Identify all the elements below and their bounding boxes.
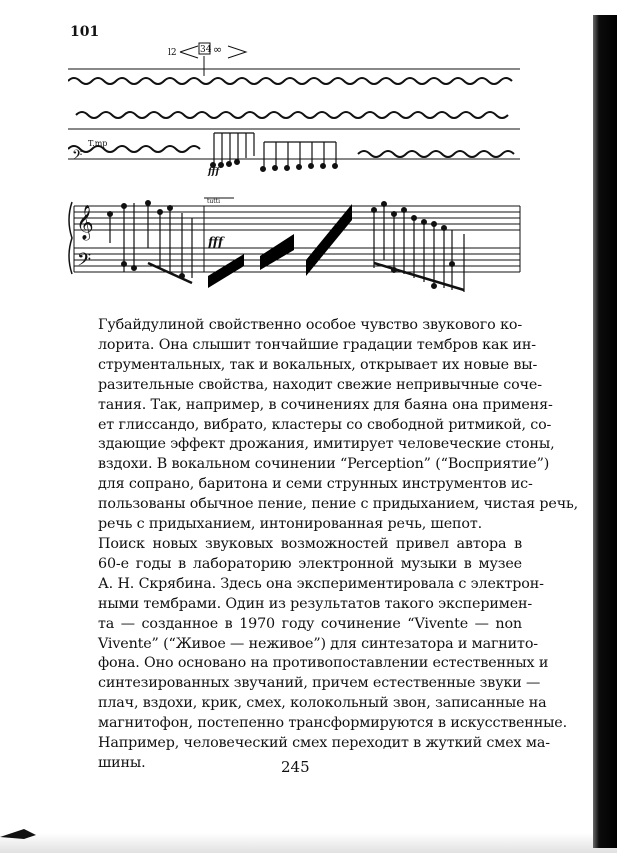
dynamic-marking: fff [208,235,224,249]
book-spine-edge [593,15,617,848]
text-line: 60-е годы в лабораторию электронной музыки в музее [98,555,522,572]
text-line: Vivente” (“Живое — неживое”) для синтезатора и магнито- [98,635,538,652]
music-score-excerpt [68,38,528,296]
page-bottom-shadow [0,833,617,853]
text-line: Губайдулиной свойственно особое чувство звукового ко- [98,317,522,333]
text-line: здающие эффект дрожания, имитирует человеческие стоны, [98,436,555,453]
glissando-blocks [208,204,352,288]
text-line: речь с придыханием, интонированная речь, шепот. [98,516,482,533]
body-text [72,316,579,774]
text-line: магнитофон, постепенно трансформируются в искусственные. [98,715,568,732]
text-line: фона. Оно основано на противопоставлении естественных и [98,655,549,672]
svg-text:34: 34 [200,45,212,55]
page-corner-mark [0,825,40,841]
text-line: Например, человеческий смех переходит в жуткий смех ма- [98,735,550,752]
running-page-number: 101 [70,24,100,40]
svg-text:l2: l2 [168,48,177,58]
text-line: синтезированных звучаний, причем естественные звуки — [98,675,541,692]
bass-clef-glyph: 𝄢 [72,147,83,166]
svg-text:∞: ∞ [213,43,223,56]
svg-text:𝄢: 𝄢 [77,250,92,275]
wavy-line [68,78,512,84]
page-number: 245 [281,758,310,776]
dynamic-marking: fff [208,167,220,177]
text-line: вздохи. В вокальном сочинении “Perception” (“Восприятие”) [98,456,550,473]
text-line: для сопрано, баритона и семи струнных инструментов ис- [98,476,533,493]
percussion-label: T.mp [88,139,108,148]
text-line: ными тембрами. Один из результатов такого эксперимен- [98,595,533,612]
percussion-notes [211,133,338,171]
text-line: шины. [98,754,146,771]
paragraph [72,316,579,535]
svg-text:𝄞: 𝄞 [76,205,94,240]
text-line: пользованы обычное пение, пение с придыханием, чистая речь, [98,496,579,513]
text-line: ет глиссандо, вибрато, кластеры со свободной ритмикой, со- [98,416,552,433]
score-top-marking [168,43,246,76]
wavy-line [76,112,508,118]
text-line: Поиск новых звуковых возможностей привел автора в [98,535,522,552]
wavy-line [358,151,514,157]
text-line: разительные свойства, находит свежие непривычные соче- [98,376,542,393]
text-line: струментальных, так и вокальных, открывает их новые вы- [98,356,538,373]
text-line: А. Н. Скрябина. Здесь она экспериментировала с электрон- [98,575,544,592]
text-line: та — созданное в 1970 году сочинение “Vivente — non [98,615,522,632]
text-line: плач, вздохи, крик, смех, колокольный звон, записанные на [98,695,547,712]
svg-text:tutti: tutti [207,198,221,205]
text-line: тания. Так, например, в сочинениях для баяна она применя- [98,396,553,413]
text-line: лорита. Она слышит тончайшие градации тембров как ин- [98,336,536,353]
paragraph [72,535,568,774]
